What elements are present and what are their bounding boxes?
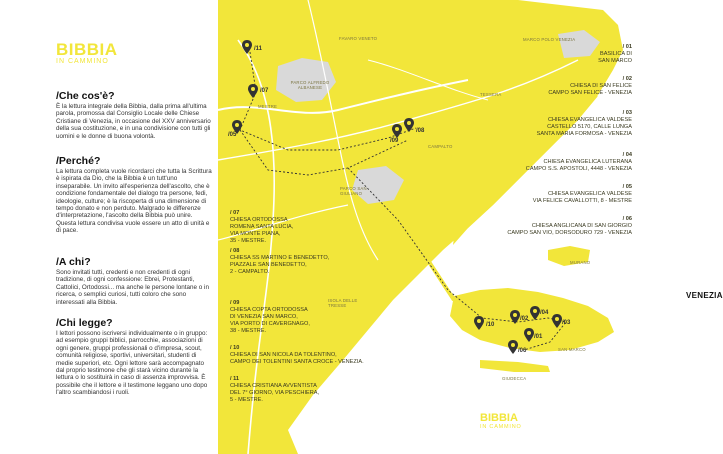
venezia-label: VENEZIA (686, 291, 723, 300)
pin-label: /09 (390, 138, 399, 144)
location-num: / 04 (622, 152, 632, 158)
brand-title: BIBBIA (56, 40, 118, 59)
location-line: 38 - MESTRE. (230, 328, 267, 334)
location-04 (526, 152, 632, 173)
pin-label: /10 (486, 322, 495, 328)
road (368, 60, 488, 100)
location-line: CAMPO SAN FELICE - VENEZIA (548, 90, 632, 96)
section-heading: /Che cos'è? (56, 90, 115, 102)
place-label: MESTRE (258, 104, 278, 109)
location-line: PIAZZALE SAN BENEDETTO, (230, 262, 307, 268)
pin-label: /03 (562, 320, 571, 326)
pin-label: /05 (228, 132, 237, 138)
location-line: CHIESA COPTA ORTODOSSA (230, 307, 308, 313)
section-what (56, 90, 214, 140)
airport-area (558, 30, 600, 58)
location-11 (230, 376, 319, 404)
pin-label: /04 (540, 310, 549, 316)
section-why (56, 155, 214, 235)
location-line: 2 - CAMPALTO. (230, 269, 270, 275)
place-label: FAVARO VENETO (339, 36, 378, 41)
location-line: DEL 7° GIORNO, VIA PESCHIERA, (230, 390, 320, 396)
location-06 (507, 216, 632, 237)
location-num: / 09 (230, 300, 240, 306)
location-num: / 07 (230, 210, 240, 216)
brand-subtitle: IN CAMMINO (56, 58, 109, 65)
place-label: ISOLA DELLE TRESSE (328, 298, 358, 308)
pin-label: /08 (416, 128, 425, 134)
pin-label: /02 (520, 316, 529, 322)
section-heading: /A chi? (56, 256, 91, 268)
location-line: CHIESA SS MARTINO E BENEDETTO, (230, 255, 330, 261)
location-line: BASILICA DI (599, 51, 632, 57)
section-body: I lettori possono iscriversi individualmente o in gruppo: ad esempio gruppi biblici, parrocchie, associazioni di ogni genere, gruppi professionali o d'impresa, scout, comunità religiose, sportivi, universitari, studenti di medie superiori, etc. Ogni lettore sarà accompagnato dal proprio testimone che gli starà vicino durante la lettura o lo sostituirà in caso di assenza improvvisa. È possibile che il lettore e il testimone leggano uno dopo l'altro scambiandosi i ruoli. (56, 330, 208, 397)
location-05 (533, 184, 632, 205)
place-label: TESSERA (480, 92, 502, 97)
location-line: CAMPO DEI TOLENTINI SANTA CROCE - VENEZIA. (230, 359, 364, 365)
location-line: CHIESA EVANGELICA LUTERANA (543, 159, 632, 165)
info-column (0, 0, 218, 454)
location-02 (548, 76, 632, 97)
location-line: CHIESA DI SAN NICOLA DA TOLENTINO, (230, 352, 337, 358)
location-line: CHIESA CRISTIANA AVVENTISTA (230, 383, 317, 389)
location-line: VIA FELICE CAVALLOTTI, 8 - MESTRE (532, 198, 632, 204)
section-heading: /Chi legge? (56, 317, 113, 329)
location-line: CHIESA DI SAN FELICE (570, 83, 632, 89)
location-01 (598, 44, 632, 65)
location-line: CAMPO S.S. APOSTOLI, 4448 - VENEZIA (525, 166, 632, 172)
location-line: 35 - MESTRE. (230, 238, 267, 244)
location-line: CHIESA EVANGELICA VALDESE (547, 117, 632, 123)
location-line: SAN MARCO (598, 58, 632, 64)
footer-logo-subtitle: IN CAMMINO (480, 424, 522, 430)
location-num: / 08 (230, 248, 240, 254)
pin-label: /01 (534, 334, 543, 340)
section-body: Sono invitati tutti, credenti e non credenti di ogni tradizione, di ogni confessione: Ebrei, Protestanti, Cattolici, Ortodossi... ma anche le persone lontane o in ricerca, o semplici curiosi, tutti coloro che sono interessati alla Bibbia. (56, 269, 209, 306)
brand-logo (56, 42, 118, 66)
section-readers (56, 317, 214, 397)
pin-label: /07 (260, 88, 269, 94)
location-line: SANTA MARIA FORMOSA - VENEZIA (536, 131, 632, 137)
location-03 (537, 110, 632, 138)
location-line: VIA PORTO DI CAVERGNAGO, (230, 321, 310, 327)
location-num: / 05 (622, 184, 632, 190)
location-line: CAMPO SAN VIO, DORSODURO 729 - VENEZIA (507, 230, 632, 236)
place-label: PARCO SAN GIULIANO (340, 186, 367, 196)
location-num: / 10 (230, 345, 240, 351)
section-who (56, 256, 214, 306)
location-line: VIA MONTE PIANA, (230, 231, 281, 237)
section-heading: /Perché? (56, 155, 101, 167)
location-num: / 01 (622, 44, 632, 50)
location-07 (230, 210, 293, 245)
location-line: CHIESA ANGLICANA DI SAN GIORGIO (531, 223, 632, 229)
footer-logo (480, 413, 522, 430)
place-label: SAN MARCO (558, 347, 586, 352)
place-label: MARCO POLO VENEZIA (523, 37, 576, 42)
pin-label: /11 (254, 46, 263, 52)
location-08 (230, 248, 329, 276)
location-10 (230, 345, 364, 366)
location-line: CHIESA ORTODOSSA (230, 217, 288, 223)
place-label: CAMPALTO (428, 144, 453, 149)
place-label: PARCO ALFREDO ALBANESE (290, 80, 330, 90)
location-line: DI VENEZIA SAN MARCO, (230, 314, 298, 320)
place-label: GIUDECCA (502, 376, 527, 381)
pin-label: /06 (518, 348, 527, 354)
map-area (218, 0, 723, 454)
footer-logo-title: BIBBIA (480, 412, 518, 424)
location-09 (230, 300, 310, 335)
section-body: È la lettura integrale della Bibbia, dalla prima all'ultima parola, promossa dal Consiglio Locale delle Chiese Cristiane di Venezia, in occasione del XXV anniversario della sua costituzione, e in una condivisione con tutti gli uomini e le donne di buona volontà. (56, 103, 211, 140)
section-body: La lettura completa vuole ricordarci che tutta la Scrittura è ispirata da Dio, che la Bibbia è un tutt'uno inseparabile. Un invito all'esperienza dell'ascolto, che è condizione fondamentale del dialogo tra persone, fedi, ideologie, culture; è la riscoperta di una dimensione di tempo donato e non perduto. Malgrado le differenze d'interpretazione, l'ascolto della Bibbia può unire. Questa lettura condivisa vuole essere un atto di unità e di pace. (56, 168, 212, 235)
location-num: / 06 (622, 216, 632, 222)
location-line: ROMENA SANTA LUCIA, (230, 224, 294, 230)
parco-giuliano-area (352, 166, 404, 204)
location-num: / 03 (622, 110, 632, 116)
location-line: CHIESA EVANGELICA VALDESE (547, 191, 632, 197)
location-num: / 11 (230, 376, 240, 382)
location-line: CASTELLO 5170, CALLE LUNGA (547, 124, 632, 130)
location-line: 5 - MESTRE. (230, 397, 263, 403)
location-num: / 02 (622, 76, 632, 82)
place-label: MURANO (570, 260, 591, 265)
